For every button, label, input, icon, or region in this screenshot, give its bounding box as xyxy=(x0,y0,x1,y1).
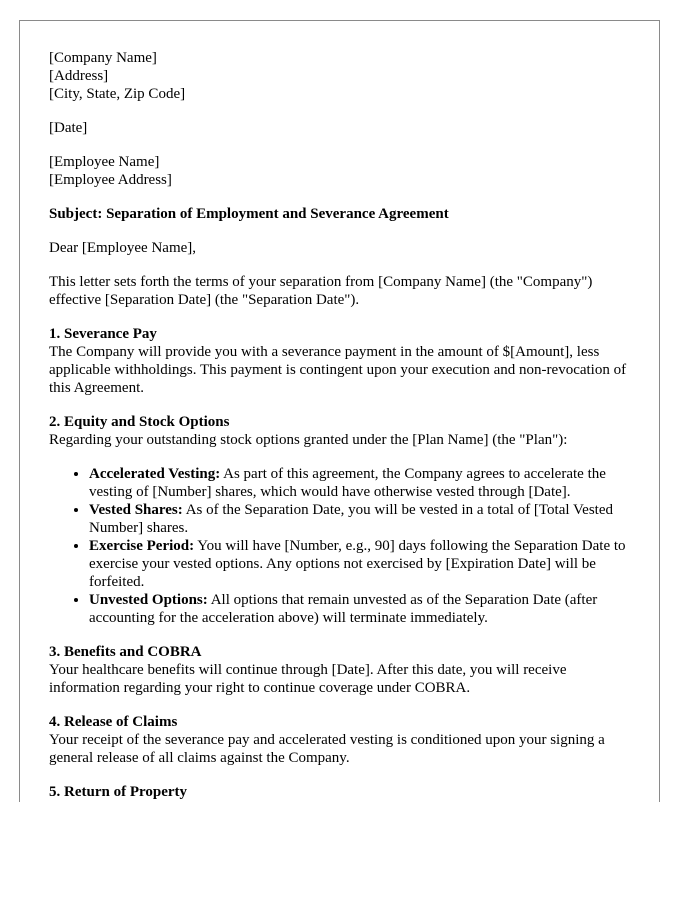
section-severance xyxy=(49,325,641,397)
section-body: Your receipt of the severance pay and accelerated vesting is conditioned upon your signing a general release of all claims against the Company. xyxy=(49,732,605,766)
section-equity xyxy=(49,413,641,627)
section-heading: 2. Equity and Stock Options xyxy=(49,414,230,430)
list-item xyxy=(89,501,641,537)
salutation-block xyxy=(49,239,641,257)
section-release xyxy=(49,713,641,767)
equity-terms-list xyxy=(49,465,641,627)
section-property xyxy=(49,783,641,801)
list-item xyxy=(89,591,641,627)
section-heading: 3. Benefits and COBRA xyxy=(49,644,202,660)
section-heading: 4. Release of Claims xyxy=(49,714,178,730)
list-item-label: Accelerated Vesting: xyxy=(89,466,221,482)
list-item xyxy=(89,537,641,591)
list-item-label: Exercise Period: xyxy=(89,538,195,554)
list-item-text: You will have [Number, e.g., 90] days following the Separation Date to exercise your vested options. Any options not exercised by [Expiration Date] will be forfeited. xyxy=(89,538,626,590)
section-body: Your healthcare benefits will continue through [Date]. After this date, you will receive information regarding your right to continue coverage under COBRA. xyxy=(49,662,567,696)
subject-line: Subject: Separation of Employment and Severance Agreement xyxy=(49,206,449,222)
list-item-text: All options that remain unvested as of the Separation Date (after accounting for the acceleration above) will terminate immediately. xyxy=(89,592,598,626)
section-body: Regarding your outstanding stock options granted under the [Plan Name] (the "Plan"): xyxy=(49,432,568,448)
recipient-block xyxy=(49,153,641,189)
date-block xyxy=(49,119,641,137)
section-benefits xyxy=(49,643,641,697)
letter-page xyxy=(19,20,660,802)
intro-paragraph xyxy=(49,273,641,309)
section-heading: 1. Severance Pay xyxy=(49,326,157,342)
sender-company-name: [Company Name] xyxy=(49,50,157,66)
sender-block xyxy=(49,49,641,103)
salutation: Dear [Employee Name], xyxy=(49,240,197,256)
sender-city-state-zip: [City, State, Zip Code] xyxy=(49,86,186,102)
list-item xyxy=(89,465,641,501)
recipient-name: [Employee Name] xyxy=(49,154,160,170)
list-item-text: As of the Separation Date, you will be vested in a total of [Total Vested Number] shares. xyxy=(89,502,614,536)
letter-content xyxy=(49,49,641,802)
recipient-address: [Employee Address] xyxy=(49,172,172,188)
list-item-label: Vested Shares: xyxy=(89,502,183,518)
list-item-text: As part of this agreement, the Company agrees to accelerate the vesting of [Number] shares, which would have otherwise vested through [Date]. xyxy=(89,466,606,500)
subject-block xyxy=(49,205,641,223)
section-body: The Company will provide you with a severance payment in the amount of $[Amount], less applicable withholdings. This payment is contingent upon your execution and non-revocation of this Agreement. xyxy=(49,344,627,396)
list-item-label: Unvested Options: xyxy=(89,592,208,608)
sender-address: [Address] xyxy=(49,68,109,84)
section-heading: 5. Return of Property xyxy=(49,784,188,800)
letter-date: [Date] xyxy=(49,120,88,136)
intro-text: This letter sets forth the terms of your separation from [Company Name] (the "Company") effective [Separation Date] (the "Separation Date"). xyxy=(49,274,593,308)
